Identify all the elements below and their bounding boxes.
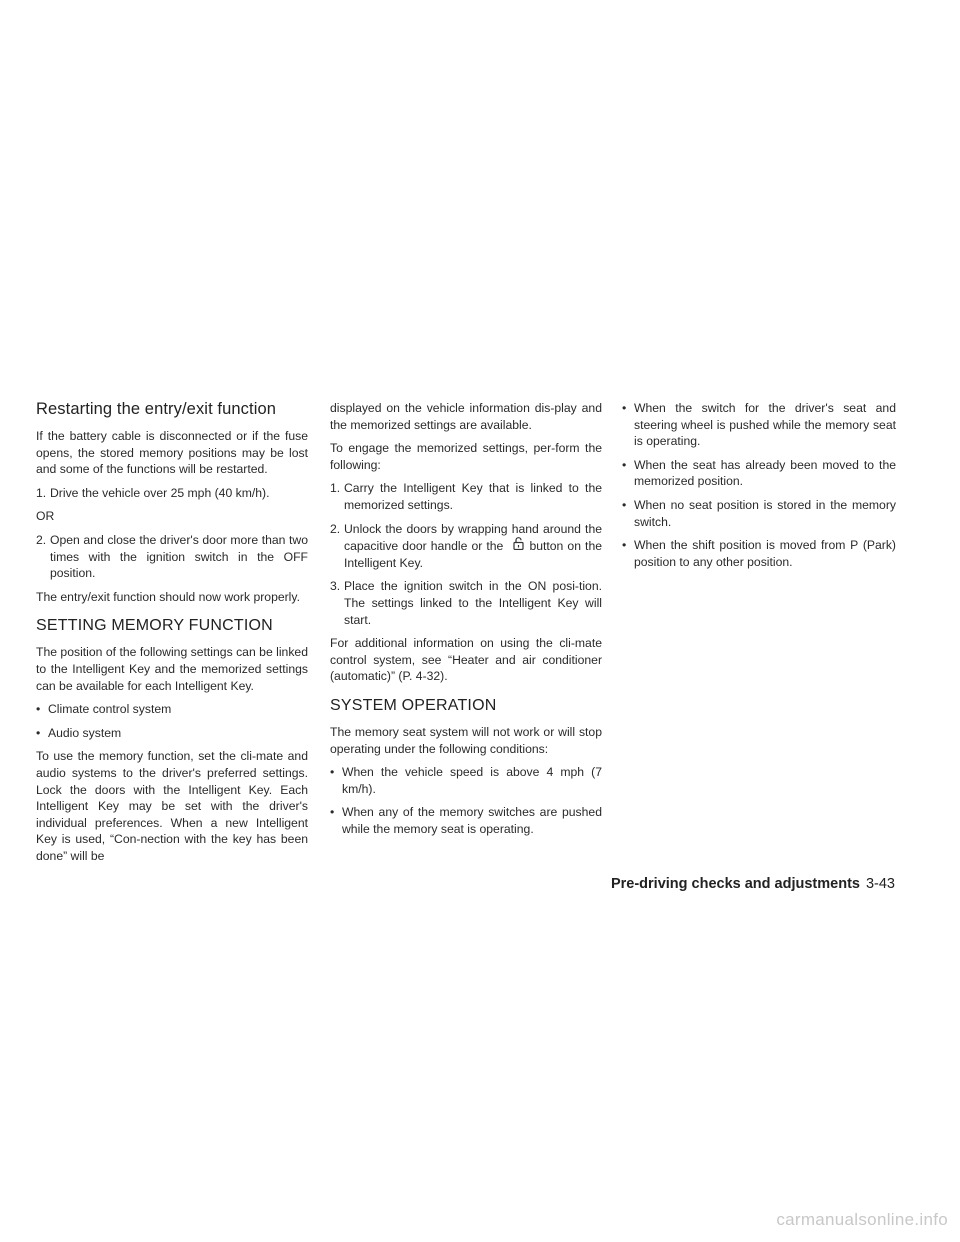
paragraph: For additional information on using the cli-mate control system, see “Heater and air conditioner (automatic)” (P. 4-32). <box>330 636 602 684</box>
paragraph: The position of the following settings can be linked to the Intelligent Key and the memorized settings can be available for each Intelligent Key. <box>36 645 308 693</box>
section-heading-setting-memory: SETTING MEMORY FUNCTION <box>36 617 273 635</box>
paragraph: To use the memory function, set the cli-mate and audio systems to the driver's preferred settings. Lock the doors with the Intelligent Key. Each Intelligent Key may be set with the driver's individual preferences. When a new Intelligent Key is used, “Con-nection with the key has been done” will be <box>36 749 308 863</box>
bullet-icon: • <box>36 702 41 717</box>
list-item: • When the vehicle speed is above 4 mph (7 km/h). <box>330 765 602 796</box>
section-heading-restarting: Restarting the entry/exit function <box>36 400 277 418</box>
paragraph: The entry/exit function should now work properly. <box>36 589 300 604</box>
paragraph: To engage the memorized settings, per-form the following: <box>330 441 602 472</box>
bullet-list <box>36 701 308 741</box>
page-footer <box>611 876 895 892</box>
list-item <box>36 532 308 582</box>
or-label: OR <box>36 509 55 524</box>
bullet-icon: • <box>622 497 627 512</box>
list-item: 1. Carry the Intelligent Key that is linked to the memorized settings. <box>330 481 602 512</box>
column-1 <box>36 400 308 871</box>
step-list <box>330 480 602 628</box>
bullet-icon: • <box>330 765 335 780</box>
list-item: • Climate control system <box>36 702 172 717</box>
bullet-list <box>622 400 896 570</box>
step-text: Drive the vehicle over 25 mph (40 km/h). <box>50 485 270 500</box>
list-item <box>36 485 308 502</box>
step-list <box>36 485 308 502</box>
page-number: 3-43 <box>865 876 895 892</box>
step-text: Open and close the driver's door more than two times with the ignition switch in the OFF position. <box>50 532 308 581</box>
bullet-icon: • <box>622 401 627 415</box>
list-item: 2. Unlock the doors by wrapping hand around the capacitive door handle or the button on the Intelligent Key. <box>330 521 603 570</box>
unlock-icon <box>507 537 529 555</box>
paragraph: The memory seat system will not work or will stop operating under the following conditions: <box>330 724 602 756</box>
bullet-list <box>330 764 602 837</box>
step-number: 3. <box>330 579 341 594</box>
list-item: • When the shift position is moved from P (Park) position to any other position. <box>622 538 896 569</box>
bullet-icon: • <box>330 805 335 820</box>
bullet-icon: • <box>622 538 627 553</box>
step-list <box>36 532 308 582</box>
bullet-icon: • <box>36 725 41 740</box>
list-item: • When any of the memory switches are pushed while the memory seat is operating. <box>330 805 602 836</box>
watermark[interactable]: carmanualsonline.info <box>776 1210 948 1229</box>
column-2 <box>330 400 602 844</box>
paragraph: displayed on the vehicle information dis-play and the memorized settings are available. <box>330 401 602 432</box>
step-number: 1. <box>330 481 341 496</box>
list-item: • Audio system <box>36 725 122 740</box>
step-number: 2. <box>330 521 341 536</box>
column-3 <box>622 400 896 577</box>
chapter-title: Pre-driving checks and adjustments <box>610 876 860 892</box>
list-item: • When no seat position is stored in the memory switch. <box>622 497 896 529</box>
list-item: • When the switch for the driver's seat and steering wheel is pushed while the memory seat is operating. <box>622 401 896 449</box>
section-heading-system-operation: SYSTEM OPERATION <box>330 696 497 714</box>
step-number: 2. <box>36 532 47 547</box>
paragraph: If the battery cable is disconnected or if the fuse opens, the stored memory positions may be lost and some of the functions will be restarted. <box>36 429 308 477</box>
step-number: 1. <box>36 485 47 500</box>
list-item: 3. Place the ignition switch in the ON posi-tion. The settings linked to the Intelligent Key will start. <box>330 579 602 627</box>
list-item: • When the seat has already been moved to the memorized position. <box>622 457 896 489</box>
bullet-icon: • <box>622 457 627 472</box>
